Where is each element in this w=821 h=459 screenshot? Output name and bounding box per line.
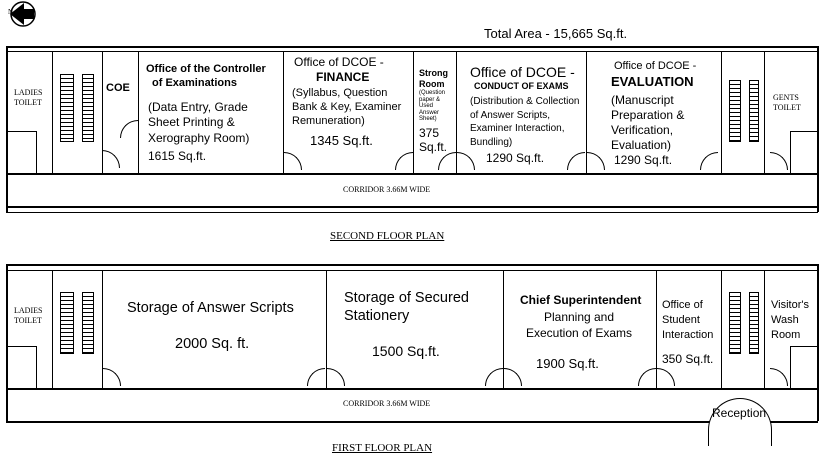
evaluation-detail-line: (Manuscript bbox=[611, 93, 674, 107]
controller-detail-line: Xerography Room) bbox=[148, 130, 250, 145]
evaluation-area: 1290 Sq.ft. bbox=[614, 153, 673, 167]
finance-detail-line: Bank & Key, Examiner bbox=[292, 100, 402, 113]
stair-landing bbox=[740, 292, 750, 354]
door-arc bbox=[638, 368, 656, 386]
first-floor-right-wall bbox=[817, 264, 819, 421]
visitor-label-line: Room bbox=[771, 328, 801, 341]
door-arc bbox=[485, 368, 503, 386]
door-arc bbox=[307, 368, 325, 386]
ladies-toilet-label-line: TOILET bbox=[14, 97, 42, 107]
second-floor-top-wall bbox=[6, 46, 818, 48]
conduct-area: 1290 Sq.ft. bbox=[486, 151, 545, 165]
first-floor-top-wall bbox=[6, 264, 818, 266]
second-floor-room-line bbox=[6, 51, 818, 52]
finance-title: Office of DCOE - bbox=[294, 55, 384, 69]
wall bbox=[790, 346, 817, 347]
door-arc bbox=[457, 152, 475, 170]
compass-label: N bbox=[8, 8, 14, 16]
door-arc bbox=[102, 150, 120, 168]
controller-title bbox=[146, 62, 266, 91]
wall bbox=[36, 346, 37, 388]
stair-landing bbox=[73, 74, 83, 142]
visitor-wash-room-label bbox=[771, 298, 809, 343]
wall bbox=[52, 270, 53, 388]
chief-area: 1900 Sq.ft. bbox=[536, 356, 599, 371]
wall bbox=[790, 131, 791, 173]
gents-toilet-label-line: GENTS bbox=[773, 93, 799, 102]
visitor-label-line: Visitor's bbox=[771, 299, 809, 311]
finance-detail bbox=[292, 87, 401, 128]
student-title bbox=[662, 298, 713, 343]
wall bbox=[413, 51, 414, 173]
second-floor-right-wall bbox=[817, 46, 819, 212]
strong-room-detail-line: Used bbox=[419, 103, 434, 110]
visitor-label-line: Wash bbox=[771, 313, 799, 326]
finance-detail-line: Remuneration) bbox=[292, 114, 365, 127]
north-compass bbox=[6, 0, 36, 30]
wall bbox=[721, 51, 722, 173]
door-arc bbox=[657, 368, 675, 386]
chief-detail bbox=[511, 310, 647, 341]
ladies-toilet-label bbox=[14, 88, 42, 107]
stationery-title-line: Stationery bbox=[344, 308, 410, 325]
strong-room-detail bbox=[419, 90, 445, 123]
conduct-name: CONDUCT OF EXAMS bbox=[474, 81, 569, 91]
first-floor-corridor-label: CORRIDOR 3.66M WIDE bbox=[343, 399, 431, 408]
controller-area: 1615 Sq.ft. bbox=[148, 149, 207, 163]
gents-toilet-label bbox=[773, 93, 801, 112]
wall bbox=[138, 51, 139, 173]
answer-scripts-area: 2000 Sq. ft. bbox=[175, 336, 250, 352]
door-arc bbox=[395, 152, 413, 170]
conduct-detail-line: Examiner Interaction, bbox=[470, 123, 565, 134]
first-floor-room-line bbox=[6, 270, 818, 271]
stair-landing bbox=[740, 80, 750, 142]
wall bbox=[764, 51, 765, 173]
stationery-title-line: Storage of Secured bbox=[344, 290, 469, 306]
strong-room-detail-line: Sheet) bbox=[419, 116, 437, 123]
coe-label: COE bbox=[106, 82, 130, 94]
second-floor-corridor-bottom bbox=[6, 206, 818, 208]
strong-room-title-line: Room bbox=[419, 78, 445, 89]
conduct-detail-line: of Answer Scripts, bbox=[470, 109, 551, 121]
door-arc bbox=[327, 368, 345, 386]
controller-title-line: Office of the Controller bbox=[146, 63, 266, 75]
ladies-toilet-label-line: TOILET bbox=[14, 315, 42, 325]
conduct-detail-line: (Distribution & Collection bbox=[470, 96, 580, 107]
conduct-detail-line: Bundling) bbox=[470, 136, 513, 148]
first-floor-corridor-top bbox=[6, 388, 818, 390]
second-floor-bottom-wall bbox=[6, 212, 818, 213]
conduct-detail bbox=[470, 95, 580, 149]
strong-room-title-line: Strong bbox=[419, 68, 448, 78]
first-floor-left-wall bbox=[6, 264, 8, 421]
evaluation-title: Office of DCOE - bbox=[614, 60, 697, 72]
chief-title: Chief Superintendent bbox=[520, 293, 642, 307]
student-area: 350 Sq.ft. bbox=[662, 352, 714, 366]
first-floor-title: FIRST FLOOR PLAN bbox=[332, 442, 433, 454]
total-area: Total Area - 15,665 Sq.ft. bbox=[484, 26, 628, 41]
strong-room-detail-line: paper & bbox=[419, 96, 441, 103]
chief-detail-line: Planning and bbox=[543, 310, 615, 324]
door-arc bbox=[567, 152, 585, 170]
ladies-toilet-label-line: LADIES bbox=[14, 88, 43, 97]
controller-title-line: of Examinations bbox=[152, 77, 237, 90]
strong-room-area bbox=[419, 126, 447, 155]
first-floor-corridor-bottom bbox=[6, 421, 818, 423]
controller-detail-line: (Data Entry, Grade bbox=[148, 100, 248, 114]
second-floor-left-wall bbox=[6, 46, 8, 212]
ladies-toilet-label-line: LADIES bbox=[14, 306, 43, 315]
controller-detail-line: Sheet Printing & bbox=[148, 115, 235, 130]
stationery-area: 1500 Sq.ft. bbox=[372, 343, 440, 359]
finance-name: FINANCE bbox=[316, 70, 370, 84]
second-floor-corridor-top bbox=[6, 173, 818, 175]
wall bbox=[6, 131, 36, 132]
wall bbox=[721, 270, 722, 388]
evaluation-detail-line: Evaluation) bbox=[611, 138, 672, 152]
evaluation-name: EVALUATION bbox=[611, 74, 694, 89]
door-arc bbox=[103, 368, 121, 386]
strong-room-detail-line: Answer bbox=[419, 109, 440, 116]
door-arc bbox=[770, 368, 788, 386]
second-floor-corridor-label: CORRIDOR 3.66M WIDE bbox=[343, 185, 431, 194]
wall bbox=[790, 131, 817, 132]
door-arc bbox=[504, 368, 522, 386]
stair-landing bbox=[73, 292, 83, 354]
controller-detail bbox=[148, 100, 249, 146]
door-arc bbox=[284, 152, 302, 170]
door-arc bbox=[770, 152, 788, 170]
strong-room-title bbox=[419, 68, 448, 90]
strong-room-detail-line: (Question bbox=[419, 90, 446, 96]
conduct-title: Office of DCOE - bbox=[470, 64, 575, 80]
wall bbox=[764, 270, 765, 388]
student-title-line: Interaction bbox=[662, 328, 714, 341]
door-arc bbox=[700, 152, 718, 170]
finance-detail-line: (Syllabus, Question bbox=[292, 87, 388, 99]
wall bbox=[790, 346, 791, 388]
strong-room-area-line: 375 bbox=[419, 126, 440, 140]
ladies-toilet-label-first bbox=[14, 306, 42, 325]
student-title-line: Office of bbox=[662, 299, 703, 311]
wall bbox=[6, 346, 36, 347]
door-arc bbox=[120, 120, 138, 138]
chief-detail-line: Execution of Exams bbox=[525, 325, 633, 340]
gents-toilet-label-line: TOILET bbox=[773, 102, 801, 112]
reception-label: Reception bbox=[712, 406, 767, 420]
student-title-line: Student bbox=[662, 313, 700, 326]
evaluation-detail bbox=[611, 93, 684, 153]
second-floor-title: SECOND FLOOR PLAN bbox=[330, 230, 445, 242]
stationery-title bbox=[344, 289, 469, 325]
door-arc bbox=[587, 152, 605, 170]
answer-scripts-title: Storage of Answer Scripts bbox=[127, 300, 294, 316]
evaluation-detail-line: Preparation & bbox=[611, 108, 685, 122]
strong-room-area-line: Sq.ft. bbox=[419, 140, 448, 155]
wall bbox=[52, 51, 53, 173]
wall bbox=[36, 131, 37, 173]
evaluation-detail-line: Verification, bbox=[611, 123, 674, 137]
finance-area: 1345 Sq.ft. bbox=[310, 133, 373, 148]
